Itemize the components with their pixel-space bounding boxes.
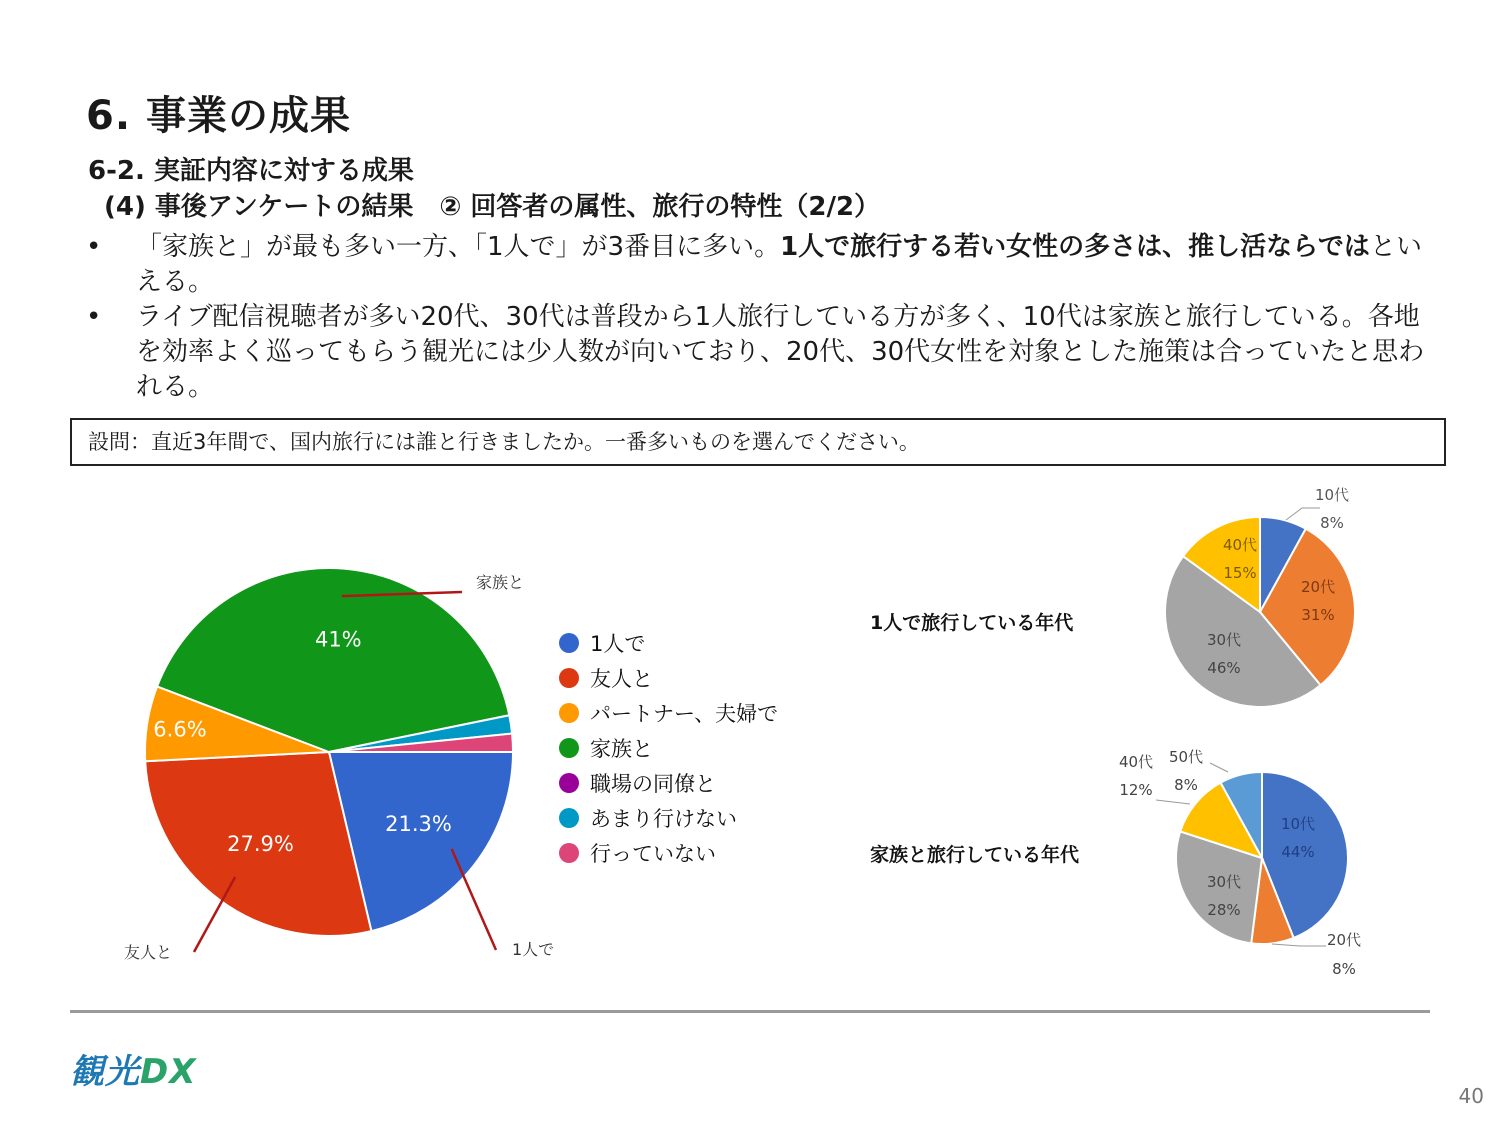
solo-pie-category-label: 30代 [1206, 631, 1242, 649]
bullet-text: ライブ配信視聴者が多い20代、30代は普段から1人旅行している方が多く、10代は家族と旅行している。各地を効率よく巡ってもらう観光には少人数が向いており、20代、30代女性を対象とした施策は合っていたと思われる。 [136, 302, 1425, 402]
logo-text: 観光 [70, 1052, 140, 1092]
section-subtitle: 6-2. 実証内容に対する成果 [88, 156, 414, 186]
page-number: 40 [1458, 1084, 1484, 1108]
legend-swatch [559, 633, 579, 653]
main-pie-data-label: 41% [314, 627, 362, 652]
bullet-text: 「家族と」が最も多い一方、「1人で」が3番目に多い。 [136, 232, 781, 262]
bullet-marker: • [86, 232, 102, 262]
legend-label: 1人で [590, 632, 646, 656]
main-pie-chart [145, 568, 513, 936]
legend-swatch [559, 843, 579, 863]
page-title: 6. 事業の成果 [86, 93, 351, 139]
legend-swatch [559, 668, 579, 688]
solo-pie-data-label: 46% [1207, 659, 1241, 677]
family-pie-leader-line [1272, 944, 1326, 946]
section-subsubtitle: (4) 事後アンケートの結果 ② 回答者の属性、旅行の特性（2/2） [104, 192, 881, 222]
legend-label: 家族と [590, 737, 653, 761]
family-pie-data-label: 28% [1207, 901, 1241, 919]
family-pie-data-label: 44% [1281, 843, 1315, 861]
legend-label: 行っていない [590, 842, 716, 866]
main-pie-legend [559, 632, 778, 866]
legend-swatch [559, 808, 579, 828]
solo-age-pie-chart [1165, 486, 1355, 707]
family-pie-category-label: 10代 [1280, 815, 1316, 833]
solo-pie-leader-line [1286, 508, 1320, 520]
legend-swatch [559, 773, 579, 793]
solo-pie-data-label: 15% [1223, 564, 1257, 582]
legend-label: 職場の同僚と [590, 772, 716, 796]
bullet-text-bold: 1人で旅行する若い女性の多さは、推し活ならでは [780, 232, 1370, 262]
solo-chart-title: 1人で旅行している年代 [870, 612, 1074, 634]
question-text: 設問：直近3年間で、国内旅行には誰と行きましたか。一番多いものを選んでください。 [88, 430, 920, 454]
legend-swatch [559, 703, 579, 723]
family-pie-category-label: 50代 [1168, 748, 1204, 766]
family-pie-data-label: 8% [1174, 776, 1198, 794]
solo-pie-data-label: 8% [1320, 514, 1344, 532]
family-pie-category-label: 30代 [1206, 873, 1242, 891]
family-pie-data-label: 12% [1119, 781, 1153, 799]
family-pie-leader-line [1210, 763, 1228, 772]
legend-label: 友人と [590, 667, 653, 691]
callout-label: 1人で [512, 940, 555, 959]
family-pie-category-label: 40代 [1118, 753, 1154, 771]
family-age-pie-chart [1119, 748, 1361, 978]
callout-label: 家族と [476, 573, 525, 592]
family-chart-title: 家族と旅行している年代 [870, 844, 1080, 866]
footer-divider [70, 1010, 1430, 1013]
callout-label: 友人と [124, 943, 173, 962]
bullet-marker: • [86, 302, 102, 332]
main-pie-data-label: 21.3% [385, 811, 452, 836]
logo-dx-text: DX [140, 1052, 197, 1092]
family-pie-category-label: 20代 [1326, 931, 1362, 949]
solo-pie-data-label: 31% [1301, 606, 1335, 624]
legend-label: あまり行けない [590, 807, 737, 831]
bullet-text: といえる。 [136, 232, 1422, 297]
kanko-dx-logo [70, 1044, 196, 1093]
family-pie-data-label: 8% [1332, 960, 1356, 978]
legend-swatch [559, 738, 579, 758]
solo-pie-category-label: 10代 [1314, 486, 1350, 504]
main-pie-data-label: 6.6% [153, 717, 207, 742]
family-pie-leader-line [1156, 800, 1190, 804]
legend-label: パートナー、夫婦で [590, 702, 779, 726]
main-pie-data-label: 27.9% [227, 832, 294, 857]
solo-pie-category-label: 40代 [1222, 536, 1258, 554]
solo-pie-category-label: 20代 [1300, 578, 1336, 596]
